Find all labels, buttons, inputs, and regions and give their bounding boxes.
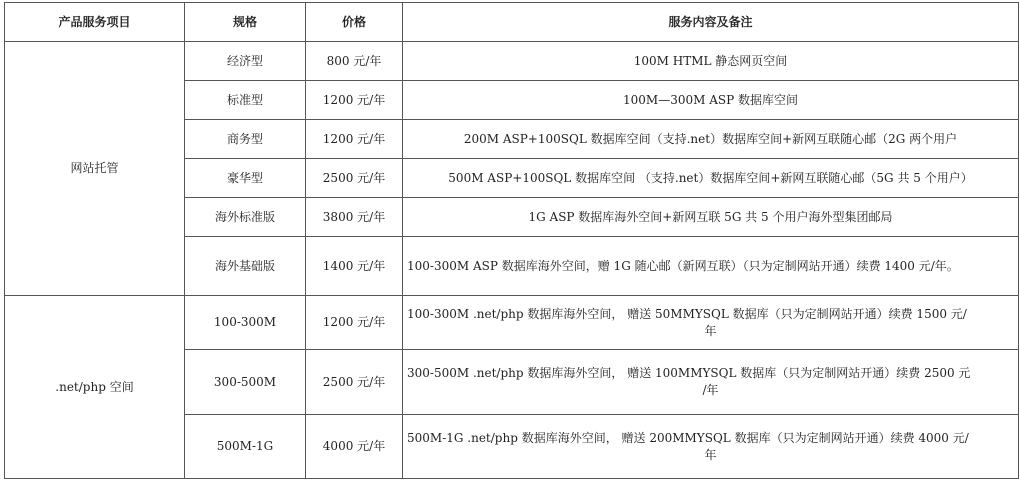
spec-cell: 海外基础版 xyxy=(185,237,306,296)
service-cell: 1G ASP 数据库海外空间+新网互联 5G 共 5 个用户海外型集团邮局 xyxy=(403,198,1019,237)
header-spec: 规格 xyxy=(185,3,306,42)
service-cell: 500M ASP+100SQL 数据库空间 （支持.net）数据库空间+新网互联随心邮（5G 共 5 个用户） xyxy=(403,159,1019,198)
price-cell: 3800 元/年 xyxy=(306,198,403,237)
price-cell: 800 元/年 xyxy=(306,42,403,81)
header-item: 产品服务项目 xyxy=(5,3,185,42)
spec-cell: 豪华型 xyxy=(185,159,306,198)
spec-cell: 经济型 xyxy=(185,42,306,81)
group-name: .net/php 空间 xyxy=(5,296,185,479)
price-cell: 2500 元/年 xyxy=(306,159,403,198)
price-cell: 1400 元/年 xyxy=(306,237,403,296)
header-service: 服务内容及备注 xyxy=(403,3,1019,42)
spec-cell: 标准型 xyxy=(185,81,306,120)
price-cell: 1200 元/年 xyxy=(306,296,403,350)
price-cell: 2500 元/年 xyxy=(306,350,403,415)
service-cell: 100-300M ASP 数据库海外空间，赠 1G 随心邮（新网互联）（只为定制网站开通）续费 1400 元/年。 xyxy=(403,237,1019,296)
service-line: 300-500M .net/php 数据库海外空间， 赠送 100MMYSQL 数据库（只为定制网站开通）续费 2500 元 xyxy=(407,366,971,380)
pricing-table xyxy=(4,2,1019,479)
spec-cell: 100-300M xyxy=(185,296,306,350)
table-row xyxy=(5,296,1019,350)
service-cell xyxy=(403,350,1019,415)
service-cell: 100M—300M ASP 数据库空间 xyxy=(403,81,1019,120)
service-cell xyxy=(403,415,1019,479)
service-cell: 200M ASP+100SQL 数据库空间（支持.net）数据库空间+新网互联随心邮（2G 两个用户 xyxy=(403,120,1019,159)
price-cell: 4000 元/年 xyxy=(306,415,403,479)
spec-cell: 商务型 xyxy=(185,120,306,159)
service-line: /年 xyxy=(702,383,719,397)
spec-cell: 500M-1G xyxy=(185,415,306,479)
service-line: 500M-1G .net/php 数据库海外空间， 赠送 200MMYSQL 数据库（只为定制网站开通）续费 4000 元/ xyxy=(407,430,969,445)
service-line: 100-300M .net/php 数据库海外空间， 赠送 50MMYSQL 数据库（只为定制网站开通）续费 1500 元/ xyxy=(407,306,967,321)
header-price: 价格 xyxy=(306,3,403,42)
price-cell: 1200 元/年 xyxy=(306,81,403,120)
spec-cell: 海外标准版 xyxy=(185,198,306,237)
header-row xyxy=(5,3,1019,42)
service-cell xyxy=(403,296,1019,350)
service-line: 年 xyxy=(704,447,717,462)
service-cell: 100M HTML 静态网页空间 xyxy=(403,42,1019,81)
table-row xyxy=(5,42,1019,81)
service-line: 年 xyxy=(704,323,717,338)
spec-cell: 300-500M xyxy=(185,350,306,415)
group-name: 网站托管 xyxy=(5,42,185,296)
price-cell: 1200 元/年 xyxy=(306,120,403,159)
